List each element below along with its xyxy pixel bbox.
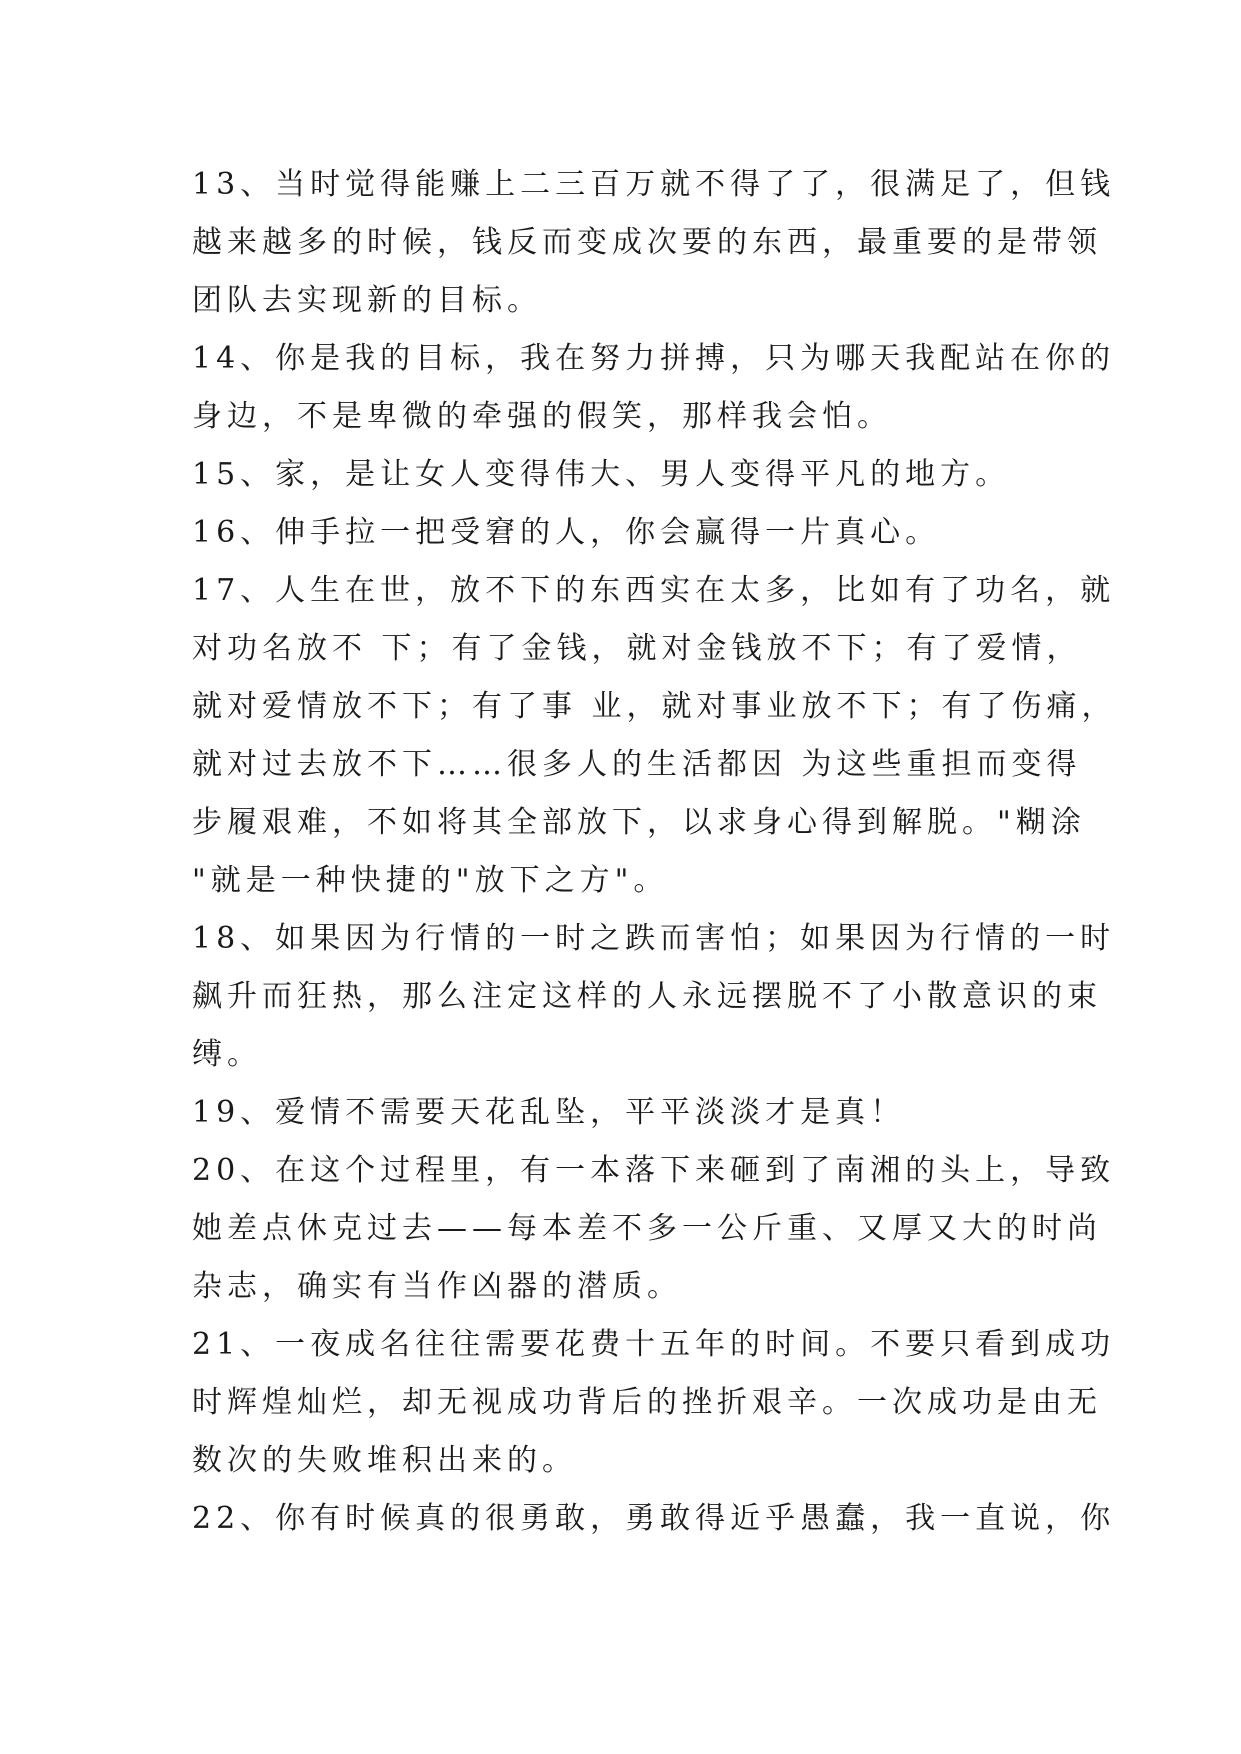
text-line: 21、一夜成名往往需要花费十五年的时间。不要只看到成功 — [192, 1327, 1116, 1362]
text-line: 19、爱情不需要天花乱坠，平平淡淡才是真！ — [192, 1095, 906, 1130]
text-line: 飙升而狂热，那么注定这样的人永远摆脱不了小散意识的束 — [192, 979, 1102, 1014]
text-line: 就对爱情放不下；有了事 业，就对事业放不下；有了伤痛， — [192, 689, 1117, 724]
text-line: 18、如果因为行情的一时之跌而害怕；如果因为行情的一时 — [192, 921, 1116, 956]
text-line: 17、人生在世，放不下的东西实在太多，比如有了功名，就 — [192, 573, 1116, 608]
text-line: "就是一种快捷的"放下之方"。 — [192, 863, 669, 898]
text-line: 团队去实现新的目标。 — [192, 283, 542, 318]
text-line: 越来越多的时候，钱反而变成次要的东西，最重要的是带领 — [192, 225, 1102, 260]
text-line: 16、伸手拉一把受窘的人，你会赢得一片真心。 — [192, 515, 941, 550]
text-line: 14、你是我的目标，我在努力拼搏，只为哪天我配站在你的 — [192, 341, 1116, 376]
text-line: 数次的失败堆积出来的。 — [192, 1443, 577, 1478]
text-line: 就对过去放不下……很多人的生活都因 为这些重担而变得 — [192, 747, 1082, 782]
text-line: 13、当时觉得能赚上二三百万就不得了了，很满足了，但钱 — [192, 167, 1116, 202]
text-line: 缚。 — [192, 1037, 262, 1072]
text-line: 身边，不是卑微的牵强的假笑，那样我会怕。 — [192, 399, 892, 434]
document-body — [192, 156, 1117, 1548]
text-line: 她差点休克过去——每本差不多一公斤重、又厚又大的时尚 — [192, 1211, 1102, 1246]
text-line: 杂志，确实有当作凶器的潜质。 — [192, 1269, 682, 1304]
text-line: 20、在这个过程里，有一本落下来砸到了南湘的头上，导致 — [192, 1153, 1116, 1188]
text-line: 步履艰难，不如将其全部放下，以求身心得到解脱。"糊涂 — [192, 805, 1086, 840]
text-line: 对功名放不 下；有了金钱，就对金钱放不下；有了爱情， — [192, 631, 1082, 666]
text-line: 15、家，是让女人变得伟大、男人变得平凡的地方。 — [192, 457, 1011, 492]
text-line: 时辉煌灿烂，却无视成功背后的挫折艰辛。一次成功是由无 — [192, 1385, 1102, 1420]
text-line: 22、你有时候真的很勇敢，勇敢得近乎愚蠢，我一直说，你 — [192, 1501, 1116, 1536]
